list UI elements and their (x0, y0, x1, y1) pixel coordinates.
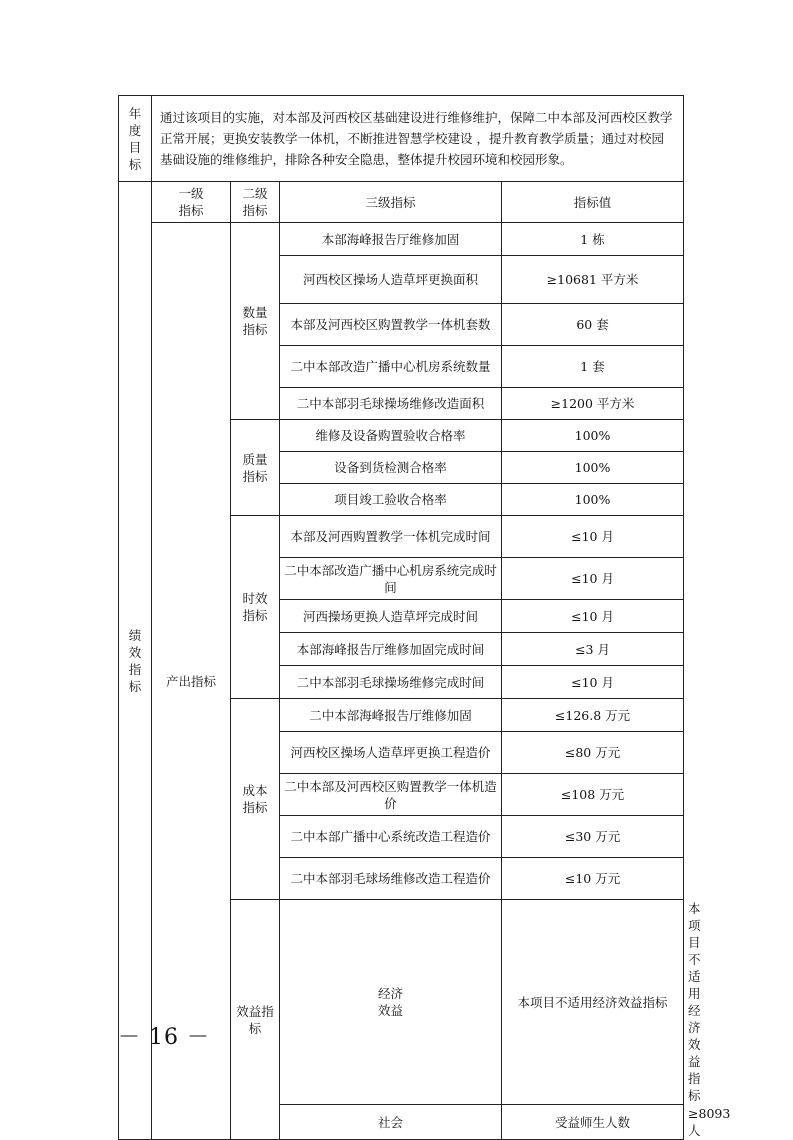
goal-row (119, 96, 684, 182)
value-cell: ≤3 月 (502, 633, 684, 666)
performance-table (118, 95, 731, 1140)
indicator-cell: 二中本部海峰报告厅维修加固 (280, 699, 502, 732)
level2-header: 二级 指标 (231, 182, 280, 223)
table-row: 效益指标 经济 效益 本项目不适用经济效益指标 本项目不适用经济效益指标 (119, 900, 684, 1105)
indicator-cell: 本部及河西校区购置教学一体机套数 (280, 304, 502, 346)
indicator-cell: 本项目不适用经济效益指标 (502, 900, 684, 1105)
value-cell: ≤108 万元 (502, 774, 684, 816)
value-cell: ≤10 万元 (502, 858, 684, 900)
annual-goal-text: 通过该项目的实施，对本部及河西校区基础建设进行维修维护，保障二中本部及河西校区教学正常开展；更换安装教学一体机，不断推进智慧学校建设 ，提升教育教学质量；通过对校园基础设施的维修维护，排除各种安全隐患，整体提升校园环境和校园形象。 (152, 96, 684, 182)
value-cell: 1 栋 (502, 223, 684, 256)
annual-goal-label: 年 度 目 标 (119, 96, 152, 182)
output-indicator-label: 产出指标 (152, 223, 231, 1140)
value-cell: 100% (502, 420, 684, 452)
indicator-cell: 河西校区操场人造草坪更换工程造价 (280, 732, 502, 774)
value-cell: ≤10 月 (502, 516, 684, 558)
indicator-cell: 本部海峰报告厅维修加固完成时间 (280, 633, 502, 666)
performance-indicator-label: 绩 效 指 标 (119, 182, 152, 1140)
value-cell: ≤30 万元 (502, 816, 684, 858)
value-cell: 100% (502, 452, 684, 484)
indicator-cell: 二中本部改造广播中心机房系统数量 (280, 346, 502, 388)
value-cell: ≤126.8 万元 (502, 699, 684, 732)
value-cell: ≤10 月 (502, 666, 684, 699)
social-benefit-label: 社会 (280, 1105, 502, 1140)
timeliness-indicator-label: 时效 指标 (231, 516, 280, 699)
quality-indicator-label: 质量 指标 (231, 420, 280, 516)
value-cell: 60 套 (502, 304, 684, 346)
level3-header: 三级指标 (280, 182, 502, 223)
page-number: － 16 － (118, 1025, 210, 1050)
indicator-cell: 二中本部羽毛球操场维修改造面积 (280, 388, 502, 420)
table-row (119, 223, 684, 256)
indicator-cell: 二中本部改造广播中心机房系统完成时间 (280, 558, 502, 600)
indicator-cell: 二中本部羽毛球场维修改造工程造价 (280, 858, 502, 900)
indicator-cell: 河西校区操场人造草坪更换面积 (280, 256, 502, 304)
value-cell: ≤10 月 (502, 600, 684, 633)
indicator-cell: 本部海峰报告厅维修加固 (280, 223, 502, 256)
value-header: 指标值 (502, 182, 684, 223)
indicator-cell: 设备到货检测合格率 (280, 452, 502, 484)
value-cell: ≥1200 平方米 (502, 388, 684, 420)
economic-benefit-label: 经济 效益 (280, 900, 502, 1105)
cost-indicator-label: 成本 指标 (231, 699, 280, 900)
header-row (119, 182, 684, 223)
indicator-cell: 二中本部广播中心系统改造工程造价 (280, 816, 502, 858)
indicator-cell: 本部及河西购置教学一体机完成时间 (280, 516, 502, 558)
table-row: 社会 受益师生人数 ≥8093 人 (119, 1105, 684, 1140)
level1-header: 一级 指标 (152, 182, 231, 223)
benefit-indicator-label: 效益指标 (231, 900, 280, 1140)
value-cell: 100% (502, 484, 684, 516)
value-cell: ≤80 万元 (502, 732, 684, 774)
value-cell: 1 套 (502, 346, 684, 388)
indicator-cell: 河西操场更换人造草坪完成时间 (280, 600, 502, 633)
indicator-cell: 二中本部羽毛球操场维修完成时间 (280, 666, 502, 699)
indicator-cell: 维修及设备购置验收合格率 (280, 420, 502, 452)
value-cell: ≥10681 平方米 (502, 256, 684, 304)
quantity-indicator-label: 数量 指标 (231, 223, 280, 420)
indicator-cell: 项目竣工验收合格率 (280, 484, 502, 516)
value-cell: ≤10 月 (502, 558, 684, 600)
indicator-cell: 二中本部及河西校区购置教学一体机造价 (280, 774, 502, 816)
indicator-cell: 受益师生人数 (502, 1105, 684, 1140)
